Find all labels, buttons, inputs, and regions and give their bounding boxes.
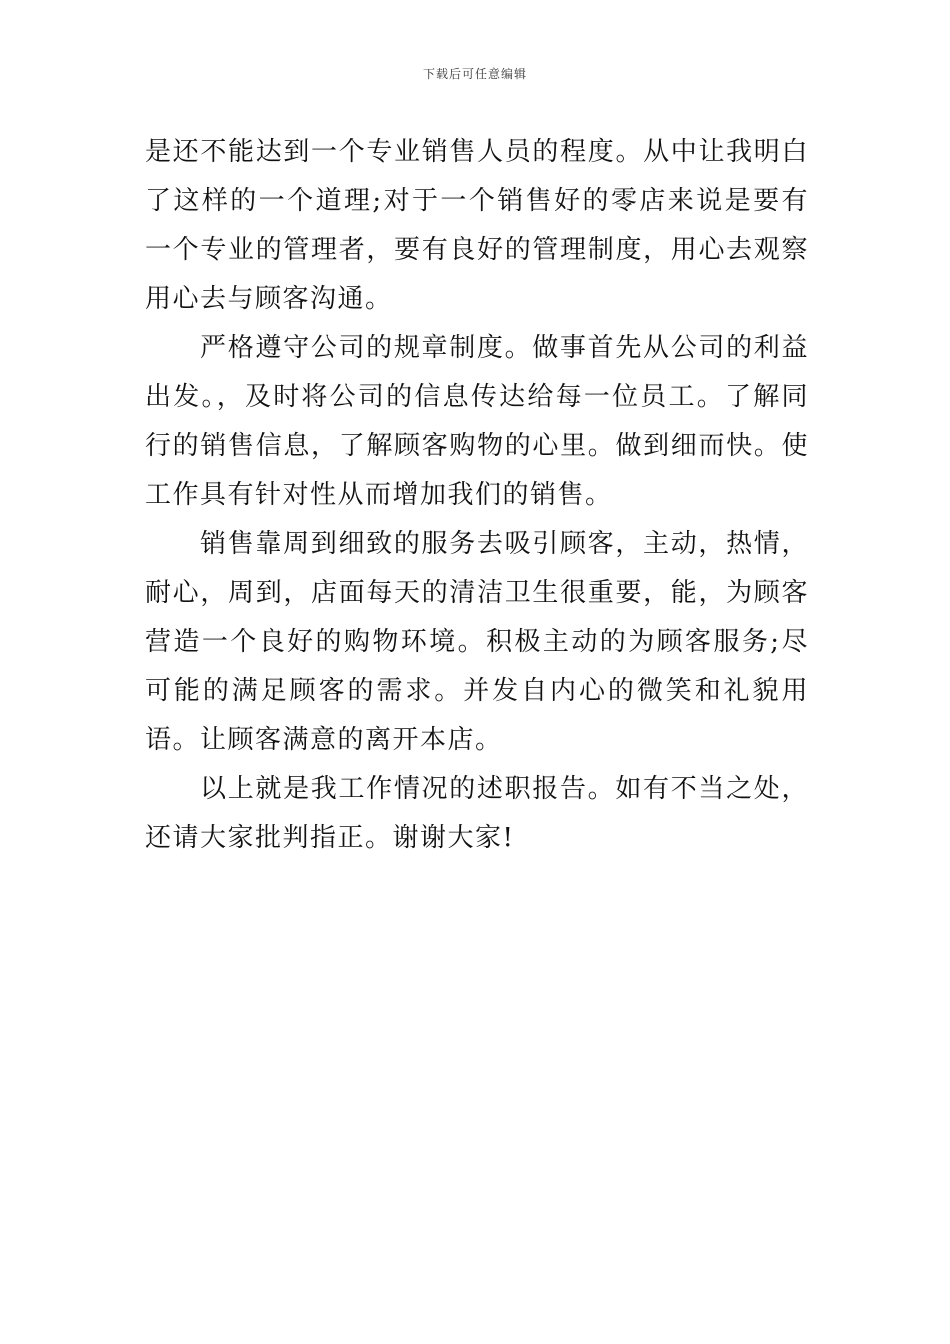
document-body bbox=[145, 128, 809, 863]
paragraph-4: 以上就是我工作情况的述职报告。如有不当之处，还请大家批判指正。谢谢大家! bbox=[145, 774, 809, 853]
paragraph-1: 是还不能达到一个专业销售人员的程度。从中让我明白了这样的一个道理;对于一个销售好的零店来说是要有一个专业的管理者，要有良好的管理制度，用心去观察用心去与顾客沟通。 bbox=[145, 137, 809, 314]
page-header-note: 下载后可任意编辑 bbox=[422, 67, 527, 81]
paragraph-3: 销售靠周到细致的服务去吸引顾客，主动，热情，耐心，周到，店面每天的清洁卫生很重要，能，为顾客营造一个良好的购物环境。积极主动的为顾客服务;尽可能的满足顾客的需求。并发自内心的微笑和礼貌用语。让顾客满意的离开本店。 bbox=[145, 529, 809, 755]
paragraph-2: 严格遵守公司的规章制度。做事首先从公司的利益出发。，及时将公司的信息传达给每一位员工。了解同行的销售信息，了解顾客购物的心里。做到细而快。使工作具有针对性从而增加我们的销售。 bbox=[145, 333, 809, 510]
